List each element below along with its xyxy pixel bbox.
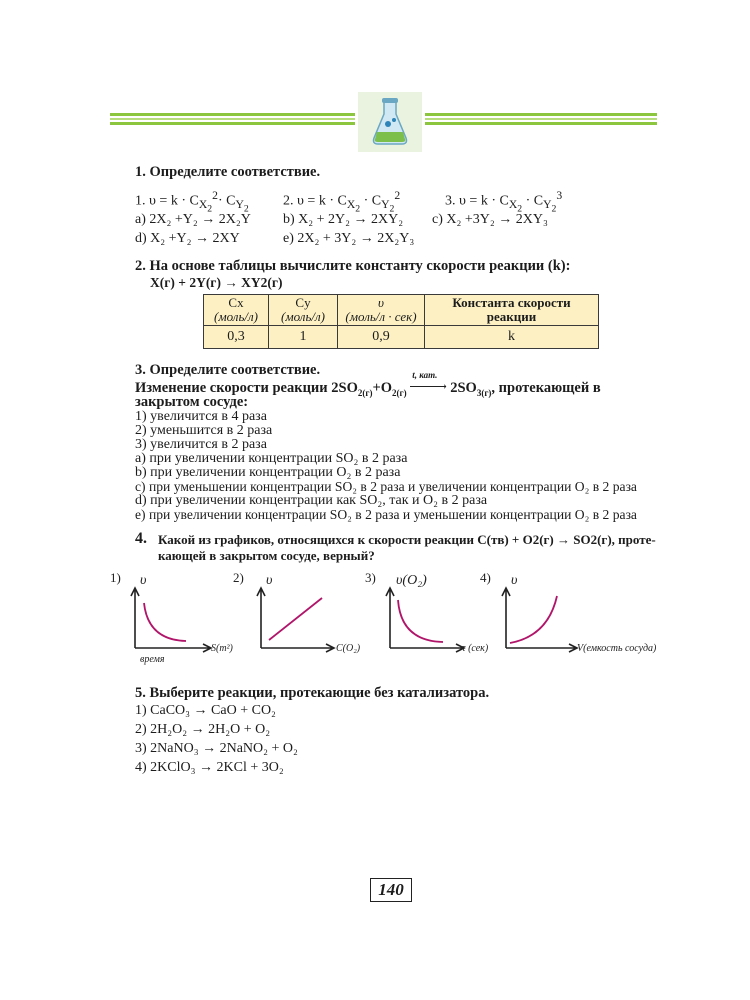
graph-4 bbox=[480, 570, 680, 670]
graph-3-curve bbox=[398, 600, 443, 642]
q5-title: 5. Выберите реакции, протекающие без катализатора. bbox=[135, 685, 490, 701]
graph-4-label: 4) bbox=[480, 570, 491, 585]
graph-2-x-label: C(O₂) bbox=[336, 643, 361, 654]
table-header-cx: Cx (моль/л) bbox=[204, 295, 269, 326]
table-header-rate: υ (моль/л · сек) bbox=[338, 295, 425, 326]
q4-line2: кающей в закрытом сосуде, верный? bbox=[158, 548, 375, 563]
graph-4-y-label: υ bbox=[511, 573, 518, 588]
graph-2-y-label: υ bbox=[266, 573, 273, 588]
header-band-left-top bbox=[110, 113, 355, 116]
header-band-right-mid bbox=[425, 118, 657, 120]
table-header-k: Константа скорости реакции bbox=[425, 295, 599, 326]
q3-option-a: a) при увеличении концентрации SO₂ в 2 раза bbox=[135, 451, 408, 466]
header-band-left-bottom bbox=[110, 122, 355, 125]
catalyst-label: t, кат. bbox=[412, 370, 438, 380]
flask-emblem-icon bbox=[358, 92, 422, 152]
q3-line1-part-a: Изменение скорости реакции 2SO bbox=[135, 380, 358, 396]
graph-3-label: 3) bbox=[365, 570, 376, 585]
graph-1-x-label: S(m²) bbox=[211, 643, 233, 654]
q3-option-2: 2) уменьшится в 2 раза bbox=[135, 423, 273, 438]
q1-reaction-e: e) 2X₂ + 3Y₂ → 2X₂Y₃ bbox=[283, 231, 415, 246]
q3-line2: закрытом сосуде: bbox=[135, 394, 249, 410]
q3-option-3: 3) увеличится в 2 раза bbox=[135, 437, 267, 452]
table-header-cy: Cy (моль/л) bbox=[269, 295, 338, 326]
q1-reaction-c: c) X₂ +3Y₂ → 2XY₃ bbox=[432, 212, 548, 227]
q1-formula-1-text: 1. υ = k · C bbox=[135, 193, 199, 209]
q4-number: 4. bbox=[135, 530, 147, 547]
graph-1-curve bbox=[144, 603, 186, 641]
graph-4-x-label: V(емкость сосуда) bbox=[577, 643, 657, 654]
table-cell-rate: 0,9 bbox=[338, 326, 425, 349]
graph-1-axes bbox=[131, 588, 211, 652]
q5-option-3: 3) 2NaNO₃ → 2NaNO₂ + O₂ bbox=[135, 741, 298, 756]
q1-reaction-a: a) 2X₂ +Y₂ → 2X₂Y bbox=[135, 212, 251, 227]
graph-1-label: 1) bbox=[110, 570, 121, 585]
graph-3-axes bbox=[386, 588, 464, 652]
q1-reaction-b: b) X₂ + 2Y₂ → 2XY₂ bbox=[283, 212, 404, 227]
catalyst-arrow: t, кат. › bbox=[412, 370, 447, 392]
q1-title: 1. Определите соответствие. bbox=[135, 164, 321, 180]
graph-1-extra-label: время bbox=[140, 654, 165, 665]
q3-option-d: d) при увеличении концентрации как SO₂, так и O₂ в 2 раза bbox=[135, 493, 488, 508]
graph-4-curve bbox=[510, 596, 557, 643]
q1-formula-3-text: 3. υ = k · C bbox=[445, 193, 509, 209]
q3-option-b: b) при увеличении концентрации O₂ в 2 раза bbox=[135, 465, 401, 480]
q3-line1: Изменение скорости реакции $2SO_{2(г)}+O_{2(г)}$ t, кат. › $2SO_{3(г)}$, протекающей в bbox=[135, 370, 601, 398]
q2-equation: X(г) + 2Y(г) → XY2(г) bbox=[150, 275, 283, 290]
q3-option-c: c) при уменьшении концентрации SO₂ в 2 раза и увеличении концентрации O₂ в 2 раза bbox=[135, 479, 637, 494]
header-band-right-bottom bbox=[425, 122, 657, 125]
q1-formula-2: 2. $\upsilon = k \cdot C_{X_2} \cdot C_{Y_2}^2$ bbox=[283, 189, 401, 215]
q3-line1-part-b: +O bbox=[372, 380, 393, 396]
table-cell-k: k bbox=[425, 326, 599, 349]
rate-constant-table bbox=[203, 294, 599, 349]
table-cell-cy: 1 bbox=[269, 326, 338, 349]
q3-line1-part-c: 2SO bbox=[450, 380, 477, 396]
q1-formula-2-text: 2. υ = k · C bbox=[283, 193, 347, 209]
q3-line1-part-d: , протекающей в bbox=[491, 380, 601, 396]
header-band-right-top bbox=[425, 113, 657, 116]
q1-formula-1: 1. $\upsilon = k \cdot C_{X_2}^2\cdot C_{Y_2}$ bbox=[135, 189, 249, 215]
q2-title: 2. На основе таблицы вычислите константу скорости реакции (k): bbox=[135, 258, 571, 274]
graph-3-x-label: τ (сек) bbox=[462, 643, 489, 654]
page-number: 140 bbox=[370, 878, 412, 902]
q3-title: 3. Определите соответствие. bbox=[135, 362, 321, 378]
q4-line1: Какой из графиков, относящихся к скорости реакции C(тв) + O2(г) → SO2(г), проте- bbox=[158, 532, 656, 547]
q3-option-e: e) при увеличении концентрации SO₂ в 2 раза и уменьшении концентрации O₂ в 2 раза bbox=[135, 507, 637, 522]
q3-option-1: 1) увеличится в 4 раза bbox=[135, 409, 267, 424]
header-band-left-mid bbox=[110, 118, 355, 120]
table-cell-cx: 0,3 bbox=[204, 326, 269, 349]
graph-2-label: 2) bbox=[233, 570, 244, 585]
q5-option-1: 1) CaCO₃ → CaO + CO₂ bbox=[135, 703, 276, 718]
q1-formula-3: 3. $\upsilon = k \cdot C_{X_2} \cdot C_{Y_2}^3$ bbox=[445, 189, 563, 215]
q1-reaction-d: d) X₂ +Y₂ → 2XY bbox=[135, 231, 240, 246]
graph-2-line bbox=[269, 598, 322, 640]
graph-1 bbox=[110, 570, 240, 670]
graph-3-y-label: υ(O₂) bbox=[396, 573, 427, 588]
graph-2 bbox=[233, 570, 373, 670]
q5-option-2: 2) 2H₂O₂ → 2H₂O + O₂ bbox=[135, 722, 271, 737]
graph-1-y-label: υ bbox=[140, 573, 147, 588]
q5-option-4: 4) 2KClO₃ → 2KCl + 3O₂ bbox=[135, 760, 284, 775]
